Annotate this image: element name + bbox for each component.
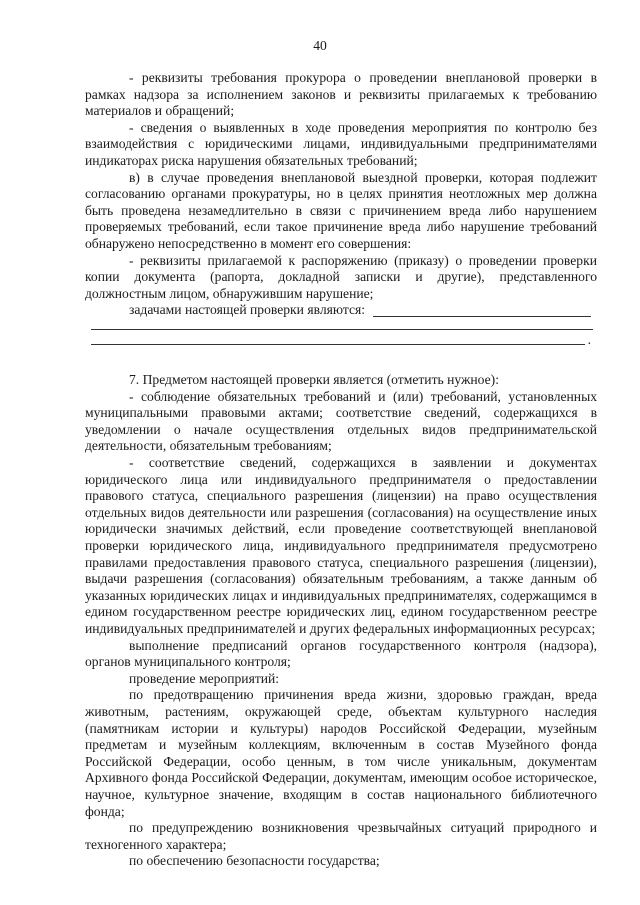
document-body (85, 70, 597, 870)
paragraph-attached-document: - реквизиты прилагаемой к распоряжению (приказу) о проведении проверки копии документа (рапорта, докладной записки и другие), представленного должностным лицом, обнаружившим нарушение; (85, 252, 597, 301)
tasks-label: задачами настоящей проверки являются: (129, 302, 366, 318)
paragraph-urgent-inspection: в) в случае проведения внеплановой выездной проверки, которая подлежит согласованию органами прокуратуры, но в целях принятия неотложных мер должна быть проведена незамедлительно в связи с причинением вреда либо нарушением проверяемых требований, если такое причинение вреда либо нарушение требований обнаружено непосредственно в момент его совершения: (85, 169, 597, 251)
paragraph-emergency-prevention: по предупреждению возникновения чрезвычайных ситуаций природного и техногенного характера; (85, 820, 597, 852)
paragraph-harm-prevention: по предотвращению причинения вреда жизни, здоровью граждан, вреда животным, растениям, окружающей среде, объектам культурного наследия (памятникам истории и культуры) народов Российской Федерации, музейным предметам и музейным коллекциям, включенным в состав Музейного фонда Российской Федерации, особо ценным, в том числе уникальным, документам Архивного фонда Российской Федерации, документам, имеющим особое историческое, научное, культурное значение, входящим в состав национального библиотечного фонда; (85, 687, 597, 819)
paragraph-risk-indicators: - сведения о выявленных в ходе проведения мероприятия по контролю без взаимодействия с юридическими лицами, индивидуальными предпринимателями индикаторах риска нарушения обязательных требований; (85, 119, 597, 168)
tasks-line (85, 302, 597, 319)
paragraph-measures: проведение мероприятий: (129, 670, 280, 686)
paragraph-documents-compliance: - соответствие сведений, содержащихся в заявлении и документах юридического лица или индивидуального предпринимателя о предоставлении правового статуса, специального разрешения (лицензии) на право осуществления отдельных видов деятельности или разрешения (согласования) на осуществление иных юридически значимых действий, если проведение соответствующей внеплановой проверки юридического лица, индивидуального предпринимателя предусмотрено правилами предоставления правового статуса, специального разрешения (лицензии), выдачи разрешения (согласования) обязательным требованиям, а также данным об указанных юридических лицах и индивидуальных предпринимателях, содержащимся в едином государственном реестре юридических лиц, едином государственном реестре индивидуальных предпринимателей и других федеральных информационных ресурсах; (85, 455, 597, 636)
paragraph-state-security: по обеспечению безопасности государства; (129, 853, 380, 869)
tasks-fill-row (85, 319, 597, 336)
paragraph-orders-execution: выполнение предписаний органов государственного контроля (надзора), органов муниципального контроля; (85, 637, 597, 670)
paragraph-prosecutor-requirement: - реквизиты требования прокурора о проведении внеплановой проверки в рамках надзора за исполнением законов и реквизиты прилагаемых к требованию материалов и обращений; (85, 70, 597, 119)
tasks-fill-row-end (85, 331, 597, 353)
section-7-heading: 7. Предметом настоящей проверки является (отметить нужное): (129, 372, 499, 388)
tasks-fill-end: . (587, 331, 591, 347)
tasks-fill-line-1 (373, 316, 591, 317)
tasks-fill-line-2 (91, 329, 593, 330)
paragraph-mandatory-requirements: - соблюдение обязательных требований и (или) требований, установленных муниципальными правовыми актами; соответствие сведений, содержащихся в уведомлении о начале осуществления отдельных видов предпринимательской деятельности, обязательным требованиям; (85, 388, 597, 454)
section-gap (85, 352, 597, 372)
page-number: 40 (313, 38, 327, 53)
tasks-fill-line-3 (91, 344, 585, 345)
